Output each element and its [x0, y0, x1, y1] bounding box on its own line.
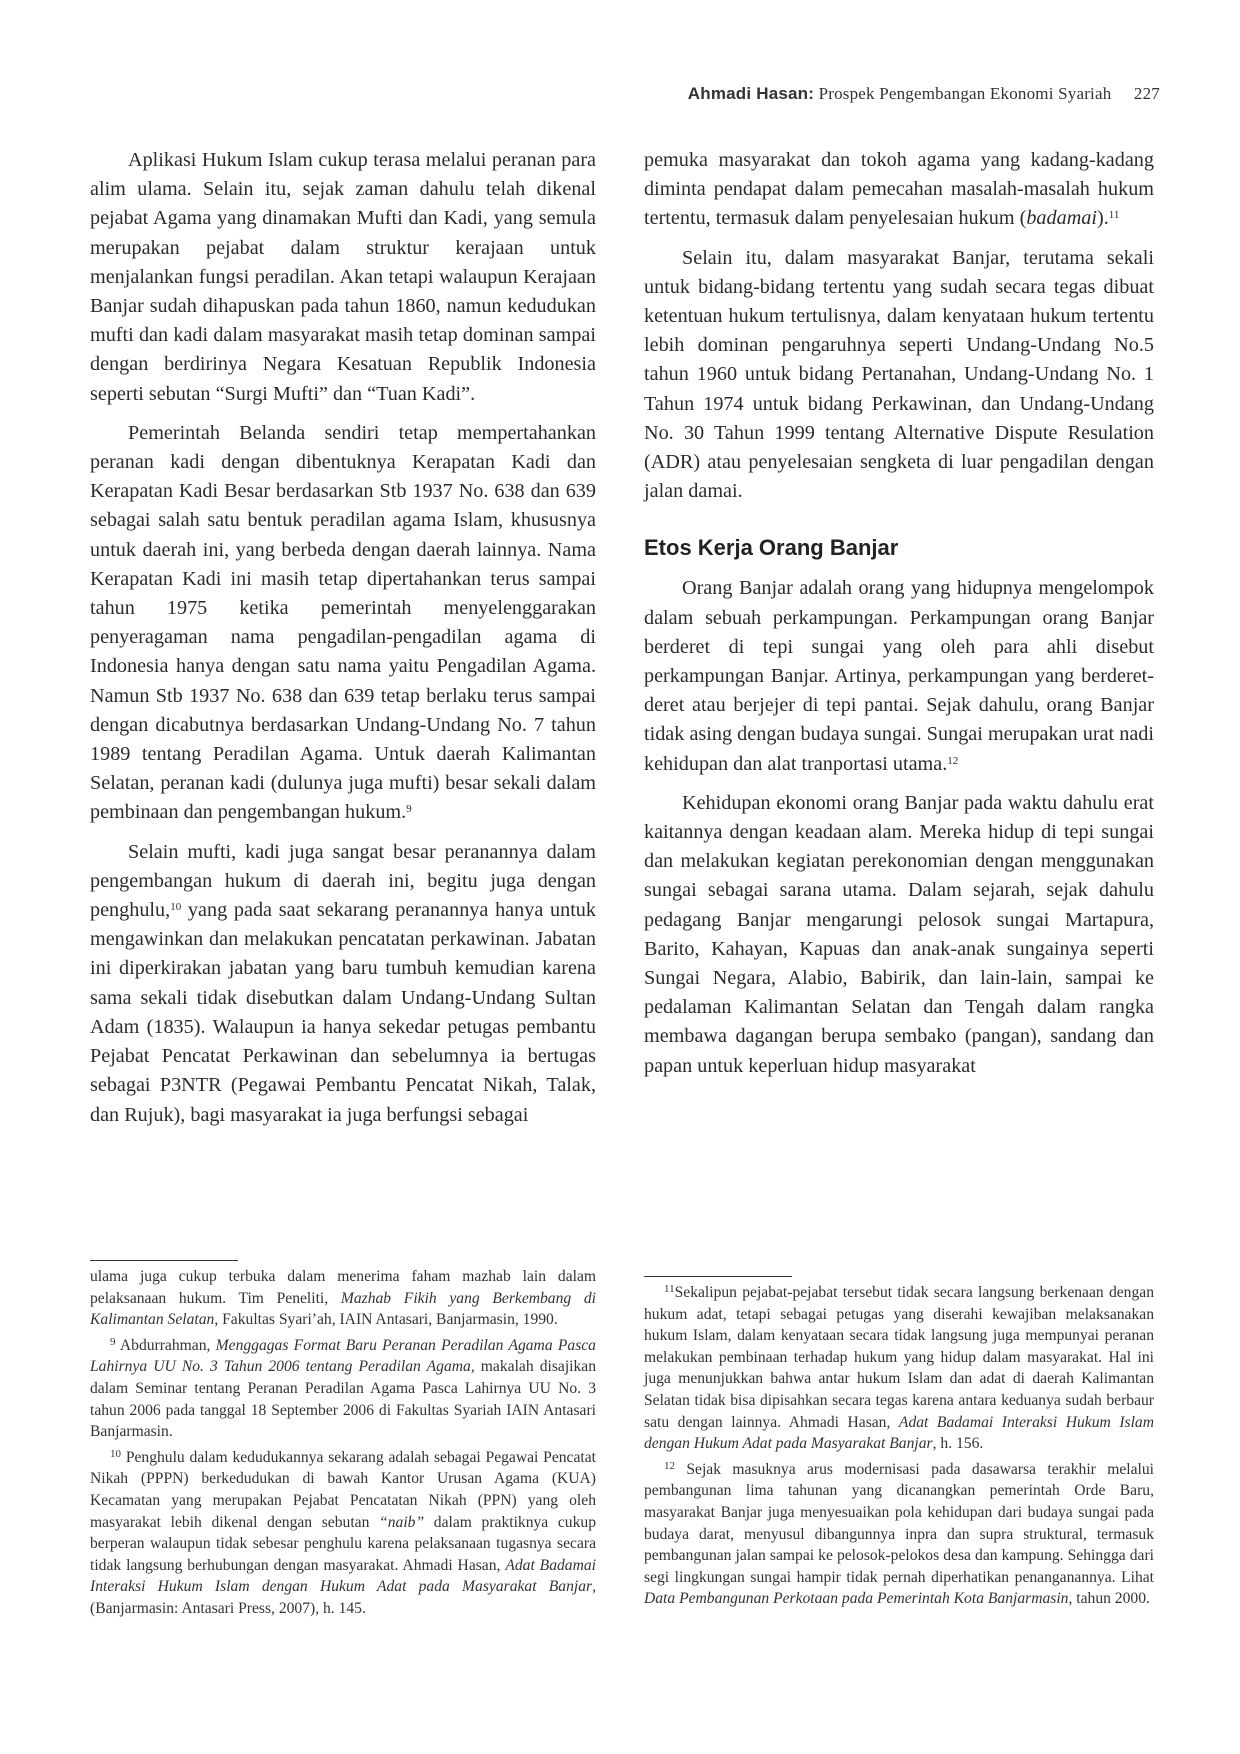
footnote-text: ulama juga cukup terbuka dalam menerima faham mazhab lain dalam pelaksanaan hukum. Tim Peneliti, [90, 1268, 596, 1307]
paragraph-text: ). [1096, 207, 1109, 230]
paragraph: Kehidupan ekonomi orang Banjar pada waktu dahulu erat kaitannya dengan keadaan alam. Mereka hidup di tepi sungai dan melakukan kegiatan perekonomian dengan menggunakan sungai sebagai sarana utama. Dalam sejarah, sejak dahulu pedagang Banjar mengarungi pelosok sungai Martapura, Barito, Kahayan, Kapuas dan anak-anak sungainya seperti Sungai Negara, Alabio, Babirik, dan lain-lain, sampai ke pedalaman Kalimantan Selatan dan Tengah dalam rangka membawa dagangan berupa sembako (pangan), sandang dan papan untuk keperluan hidup masyarakat [644, 791, 1154, 1077]
italic-term: badamai [1026, 207, 1097, 230]
footnote-italic: Adat Badamai Interaksi Hukum Islam dengan Hukum Adat pada Masyarakat Banjar [644, 1413, 1154, 1453]
footnote-text: dalam praktiknya cukup berperan walaupun tidak sebesar penghulu karena pelaksanaan tugasnya secara tidak langsung berhubungan dengan masyarakat. Ahmadi Hasan, [90, 1513, 596, 1574]
footnote-ref: 9 [406, 803, 412, 816]
footnote-ref: 12 [947, 754, 959, 767]
footnote-separator [90, 1260, 238, 1261]
paragraph: Aplikasi Hukum Islam cukup terasa melalui peranan para alim ulama. Selain itu, sejak zaman dahulu telah dikenal pejabat Agama yang dinamakan Mufti dan Kadi, yang semula merupakan pejabat dalam struktur kerajaan untuk menjalankan fungsi peradilan. Akan tetapi walaupun Kerajaan Banjar sudah dihapuskan pada tahun 1860, namun kedudukan mufti dan kadi dalam masyarakat masih tetap dominan sampai dengan berdirinya Negara Kesatuan Republik Indonesia seperti sebutan “Surgi Mufti” dan “Tuan Kadi”. [90, 149, 596, 405]
footnote-number: 12 [664, 1459, 675, 1472]
paragraph-text: yang pada saat sekarang peranannya hanya untuk mengawinkan dan melakukan pencatatan perkawinan. Jabatan ini diperkirakan jabatan yang baru tumbuh kemudian karena sama sekali tidak disebutkan dalam Undang-Undang Sultan Adam (1835). Walaupun ia hanya sekedar petugas pembantu Pejabat Pencatat Perkawinan dan sebelumnya ia bertugas sebagai P3NTR (Pegawai Pembantu Pencatat Nikah, Talak, dan Rujuk), bagi masyarakat ia juga berfungsi sebagai [90, 899, 596, 1126]
footnotes-left [90, 1266, 596, 1624]
footnote-ref: 10 [170, 901, 182, 914]
page-number: 227 [1133, 84, 1160, 103]
footnote-text: , tahun 2000. [1068, 1590, 1150, 1608]
footnote-text: Penghulu dalam kedudukannya sekarang adalah sebagai Pegawai Pencatat Nikah (PPPN) berkedudukan di bawah Kantor Urusan Agama (KUA) Kecamatan yang merupakan Pejabat Pencatatan Nikah (PPN) yang oleh masyarakat lebih dikenal dengan sebutan [90, 1448, 596, 1531]
paragraph-text: Pemerintah Belanda sendiri tetap mempertahankan peranan kadi dengan dibentuknya Kerapatan Kadi dan Kerapatan Kadi Besar berdasarkan Stb 1937 No. 638 dan 639 sebagai salah satu bentuk peradilan agama Islam, khususnya untuk daerah ini, yang berbeda dengan daerah lainnya. Nama Kerapatan Kadi ini masih tetap dipertahankan terus sampai tahun 1975 ketika pemerintah menyelenggarakan penyeragaman nama pengadilan-pengadilan agama di Indonesia hanya dengan satu nama yaitu Pengadilan Agama. Namun Stb 1937 No. 638 dan 639 tetap berlaku terus sampai dengan dicabutnya berdasarkan Undang-Undang No. 7 tahun 1989 tentang Peradilan Agama. Untuk daerah Kalimantan Selatan, peranan kadi (dulunya juga mufti) besar sekali dalam pembinaan dan pengembangan hukum. [90, 421, 596, 824]
paragraph [90, 838, 596, 1130]
footnote-text: , h. 156. [932, 1435, 984, 1453]
header-title: Prospek Pengembangan Ekonomi Syariah [818, 84, 1112, 103]
header-author: Ahmadi Hasan: [687, 84, 815, 103]
left-column [90, 146, 596, 1140]
running-header [688, 84, 1160, 104]
footnote-number: 10 [110, 1447, 121, 1460]
footnote-continuation [90, 1266, 596, 1331]
footnote-text: Abdurrahman, [115, 1336, 216, 1354]
paragraph [90, 419, 596, 828]
footnote-text: , Fakultas Syari’ah, IAIN Antasari, Banjarmasin, 1990. [214, 1311, 558, 1329]
paragraph [644, 574, 1154, 778]
footnote-italic: Mazhab Fikih yang Berkembang di Kalimantan Selatan [90, 1289, 597, 1329]
right-column [644, 146, 1154, 1091]
footnote-italic: Adat Badamai Interaksi Hukum Islam dengan Hukum Adat pada Masyarakat Banjar [90, 1556, 596, 1596]
paragraph: Selain itu, dalam masyarakat Banjar, terutama sekali untuk bidang-bidang tertentu yang sudah secara tegas dibuat ketentuan hukum tertulisnya, dalam kenyataan hukum tertentu lebih dominan pengaruhnya seperti Undang-Undang No.5 tahun 1960 untuk bidang Pertanahan, Undang-Undang No. 1 Tahun 1974 untuk bidang Perkawinan, dan Undang-Undang No. 30 Tahun 1999 tentang Alternative Dispute Resulation (ADR) atau penyelesaian sengketa di luar pengadilan dengan jalan damai. [644, 246, 1154, 503]
footnote-12 [644, 1459, 1154, 1610]
footnote-text: Sekalipun pejabat-pejabat tersebut tidak secara langsung berkenaan dengan hukum adat, tetapi sebagai petugas yang diserahi kewajiban melaksanakan hukum Islam, dalam kenyataan secara tidak langsung juga mempunyai peranan melakukan pembinaan terhadap hukum yang hidup dalam masyarakat. Hal ini juga menunjukkan bahwa antar hukum Islam dan adat di daerah Kalimantan Selatan tidak bisa dipisahkan secara tegas karena antara keduanya sudah berbaur satu dengan lainnya. Ahmadi Hasan, [644, 1284, 1154, 1431]
paragraph [644, 146, 1154, 234]
paragraph-text: Selain mufti, kadi juga sangat besar peranannya dalam pengembangan hukum di daerah ini, begitu juga dengan penghulu, [90, 840, 596, 922]
footnote-10 [90, 1447, 596, 1620]
section-heading: Etos Kerja Orang Banjar [644, 535, 899, 561]
footnote-9 [90, 1335, 596, 1443]
footnote-italic: Menggagas Format Baru Peranan Peradilan Agama Pasca Lahirnya UU No. 3 Tahun 2006 tentang Peradilan Agama, [90, 1336, 596, 1376]
footnote-text: , (Banjarmasin: Antasari Press, 2007), h. 145. [90, 1578, 596, 1617]
footnote-number: 9 [110, 1335, 116, 1348]
paragraph-text: pemuka masyarakat dan tokoh agama yang kadang-kadang diminta pendapat dalam pemecahan masalah-masalah hukum tertentu, termasuk dalam penyelesaian hukum ( [644, 149, 1154, 230]
footnote-separator [644, 1276, 792, 1277]
paragraph-text: Orang Banjar adalah orang yang hidupnya mengelompok dalam sebuah perkampungan. Perkampungan orang Banjar berderet di tepi sungai yang oleh para ahli disebut perkampungan Banjar. Artinya, perkampungan yang berderet-deret atau berjejer di tepi pantai. Sejak dahulu, orang Banjar tidak asing dengan budaya sungai. Sungai merupakan urat nadi kehidupan dan alat tranportasi utama. [644, 577, 1154, 775]
footnote-text: Sejak masuknya arus modernisasi pada dasawarsa terakhir melalui pembangunan lima tahunan yang dicanangkan pemerintah Orde Baru, masyarakat Banjar juga menyesuaikan pola kehidupan dari budaya sungai pada budaya darat, menyusul dibangunnya inpra dan supra struktural, termasuk pembangunan jalan sampai ke pelosok-pelokos desa dan kampung. Sehingga dari segi lingkungan sungai hampir tidak pernah diperhatikan penanganannya. Lihat [644, 1460, 1154, 1586]
footnote-number: 11 [664, 1283, 675, 1295]
footnote-text: makalah disajikan dalam Seminar tentang Peranan Peradilan Agama Pasca Lahirnya UU No. 3 tahun 2006 pada tanggal 18 September 2006 di Fakultas Syariah IAIN Antasari Banjarmasin. [90, 1358, 596, 1441]
footnote-11 [644, 1282, 1154, 1455]
footnotes-right [644, 1282, 1154, 1614]
footnote-italic: Data Pembangunan Perkotaan pada Pemerintah Kota Banjarmasin [644, 1590, 1069, 1608]
footnote-ref: 11 [1108, 209, 1120, 222]
footnote-italic: “naib” [379, 1513, 425, 1531]
